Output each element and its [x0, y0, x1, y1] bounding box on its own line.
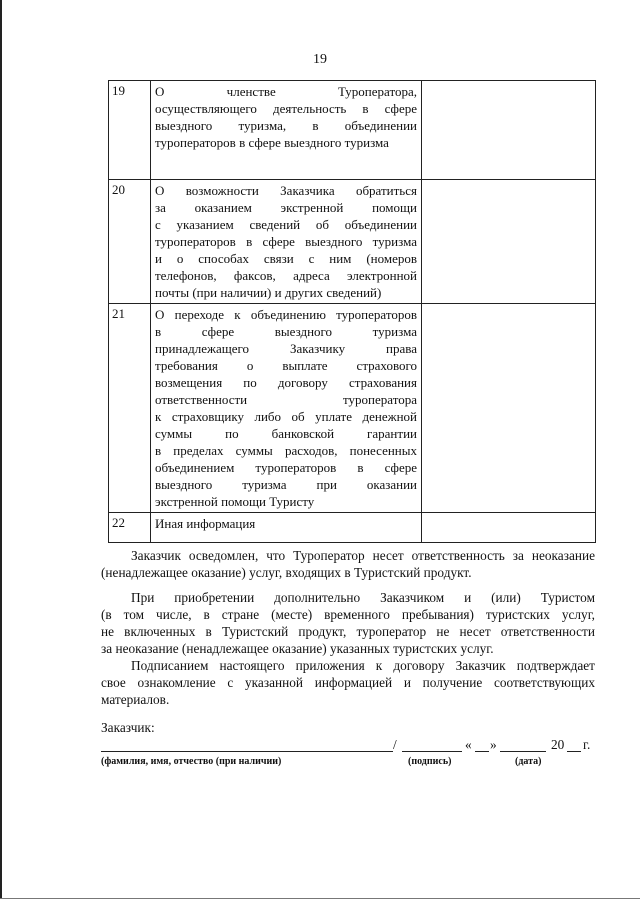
paragraph-line: не включенных в Туристский продукт, туроператор не несет ответственности	[101, 624, 595, 639]
additional-services-paragraph	[101, 589, 595, 657]
paragraph-line: за неоказание (ненадлежащее оказание) указанных туристских услуг.	[101, 641, 494, 656]
row-number: 19	[109, 81, 151, 180]
year-suffix: г.	[583, 737, 591, 752]
month-line	[500, 751, 546, 752]
description-line: с указанием сведений об объединении	[155, 217, 417, 232]
description-line: выездного туризма при оказании	[155, 477, 417, 492]
caption-signature: (подпись)	[408, 756, 452, 767]
description-line: ответственности туроператора	[155, 392, 417, 407]
description-line: в пределах суммы расходов, понесенных	[155, 443, 417, 458]
table-row	[109, 304, 596, 513]
paragraph-line: Подписанием настоящего приложения к договору Заказчик подтверждает	[131, 658, 595, 673]
paragraph-line: материалов.	[101, 692, 170, 707]
description-line: суммы по банковской гарантии	[155, 426, 417, 441]
row-value-cell	[422, 81, 596, 180]
description-line: О переходе к объединению туроператоров	[155, 307, 417, 322]
row-value-cell	[422, 180, 596, 304]
row-description	[151, 304, 422, 513]
row-description	[151, 81, 422, 180]
description-line: почты (при наличии) и других сведений)	[155, 285, 382, 300]
description-line: возмещения по договору страхования	[155, 375, 417, 390]
row-value-cell	[422, 513, 596, 543]
paragraph-line: свое ознакомление с указанной информацией и получение соответствующих	[101, 675, 595, 690]
row-number: 22	[109, 513, 151, 543]
description-line: осуществляющего деятельность в сфере	[155, 101, 417, 116]
slash: /	[393, 737, 397, 752]
name-line	[101, 751, 393, 752]
responsibility-paragraph	[101, 547, 595, 581]
row-description	[151, 180, 422, 304]
signature-line	[402, 751, 462, 752]
paragraph-line: При приобретении дополнительно Заказчиком и (или) Туристом	[131, 590, 595, 605]
description-line: туроператоров в сфере выездного туризма	[155, 234, 417, 249]
description-line: О членстве Туроператора,	[155, 84, 417, 99]
description-line: телефонов, факсов, адреса электронной	[155, 268, 417, 283]
caption-name: (фамилия, имя, отчество (при наличии)	[101, 756, 282, 767]
quote-close: »	[490, 737, 497, 752]
table-row	[109, 180, 596, 304]
description-line: и о способах связи с ним (номеров	[155, 251, 417, 266]
year-prefix: 20	[551, 737, 565, 752]
row-value-cell	[422, 304, 596, 513]
paragraph-line: (ненадлежащее оказание) услуг, входящих в Туристский продукт.	[101, 565, 472, 580]
row-number: 20	[109, 180, 151, 304]
description-line: объединением туроператоров в сфере	[155, 460, 417, 475]
description-line: за оказанием экстренной помощи	[155, 200, 417, 215]
page-left-edge	[0, 0, 2, 899]
row-number: 21	[109, 304, 151, 513]
acknowledgement-paragraph	[101, 657, 595, 708]
description-line: Иная информация	[155, 516, 256, 531]
description-line: выездного туризма, в объединении	[155, 118, 417, 133]
description-line: туроператоров в сфере выездного туризма	[155, 135, 389, 150]
row-description	[151, 513, 422, 543]
description-line: принадлежащего Заказчику права	[155, 341, 417, 356]
quote-open: «	[465, 737, 472, 752]
year-line	[567, 751, 581, 752]
description-line: требования о выплате страхового	[155, 358, 417, 373]
caption-date: (дата)	[515, 756, 542, 767]
table-row	[109, 513, 596, 543]
table-row	[109, 81, 596, 180]
description-line: в сфере выездного туризма	[155, 324, 417, 339]
customer-label: Заказчик:	[101, 720, 155, 735]
page-number: 19	[313, 52, 327, 67]
paragraph-line: (в том числе, в стране (месте) временного пребывания) туристских услуг,	[101, 607, 595, 622]
day-line	[475, 751, 489, 752]
information-table	[108, 80, 596, 543]
paragraph-line: Заказчик осведомлен, что Туроператор несет ответственность за неоказание	[131, 548, 595, 563]
description-line: экстренной помощи Туристу	[155, 494, 315, 509]
description-line: О возможности Заказчика обратиться	[155, 183, 417, 198]
description-line: к страховщику либо об уплате денежной	[155, 409, 417, 424]
